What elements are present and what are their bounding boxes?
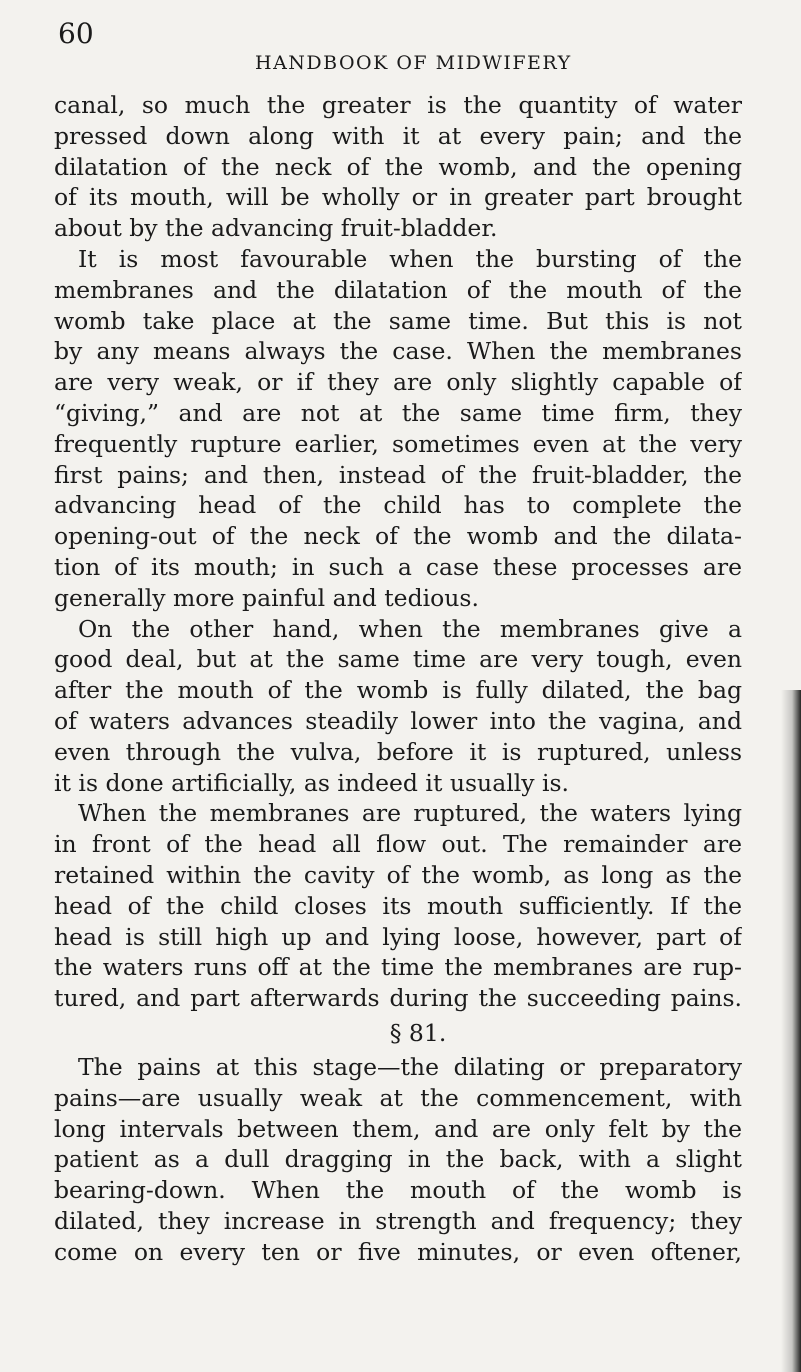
text-line: the waters runs off at the time the membranes are rup-: [54, 953, 742, 982]
text-line: after the mouth of the womb is fully dilated, the bag: [54, 676, 742, 705]
text-line: tion of its mouth; in such a case these processes are: [54, 552, 742, 581]
text-line: membranes and the dilatation of the mouth of the: [54, 275, 742, 304]
text-line: “giving,” and are not at the same time firm, they: [54, 398, 742, 427]
text-line: it is done artificially, as indeed it usually is.: [54, 768, 570, 797]
text-line: of waters advances steadily lower into the vagina, and: [54, 706, 742, 735]
text-line: On the other hand, when the membranes give a: [78, 614, 742, 643]
text-line: patient as a dull dragging in the back, with a slight: [54, 1145, 742, 1174]
text-line: bearing-down. When the mouth of the womb is: [54, 1176, 742, 1205]
text-line: are very weak, or if they are only slightly capable of: [54, 368, 742, 397]
text-line: tured, and part afterwards during the succeeding pains.: [54, 984, 742, 1013]
text-line: by any means always the case. When the membranes: [54, 337, 742, 366]
text-line: first pains; and then, instead of the fruit-bladder, the: [54, 460, 742, 489]
text-line: come on every ten or five minutes, or even oftener,: [54, 1237, 742, 1266]
text-line: pressed down along with it at every pain; and the: [54, 121, 742, 150]
text-line: of its mouth, will be wholly or in greater part brought: [54, 183, 742, 212]
text-line: advancing head of the child has to complete the: [54, 491, 742, 520]
text-line: long intervals between them, and are only felt by the: [54, 1114, 742, 1143]
text-line: head is still high up and lying loose, however, part of: [54, 922, 742, 951]
text-line: dilatation of the neck of the womb, and the opening: [54, 152, 742, 181]
text-line: generally more painful and tedious.: [54, 583, 479, 612]
page-number: 60: [58, 17, 94, 50]
text-line: even through the vulva, before it is ruptured, unless: [54, 737, 742, 766]
section-heading: § 81.: [389, 1018, 447, 1047]
text-line: head of the child closes its mouth sufficiently. If the: [54, 891, 742, 920]
text-line: dilated, they increase in strength and frequency; they: [54, 1206, 742, 1235]
text-line: It is most favourable when the bursting of the: [78, 244, 742, 273]
text-line: about by the advancing fruit-bladder.: [54, 214, 498, 243]
text-line: good deal, but at the same time are very tough, even: [54, 645, 742, 674]
text-line: When the membranes are ruptured, the waters lying: [78, 799, 742, 828]
text-line: canal, so much the greater is the quantity of water: [54, 91, 742, 119]
text-line: in front of the head all flow out. The remainder are: [54, 830, 742, 859]
text-line: frequently rupture earlier, sometimes even at the very: [54, 429, 742, 458]
text-line: retained within the cavity of the womb, as long as the: [54, 860, 742, 889]
text-line: opening-out of the neck of the womb and the dilata-: [54, 522, 742, 551]
text-line: The pains at this stage—the dilating or preparatory: [78, 1052, 742, 1081]
page-edge-shadow: [781, 690, 801, 1372]
text-line: womb take place at the same time. But this is not: [54, 306, 742, 335]
running-head: HANDBOOK OF MIDWIFERY: [255, 52, 572, 74]
body-text: [54, 90, 742, 1267]
text-line: pains—are usually weak at the commencement, with: [54, 1083, 742, 1112]
